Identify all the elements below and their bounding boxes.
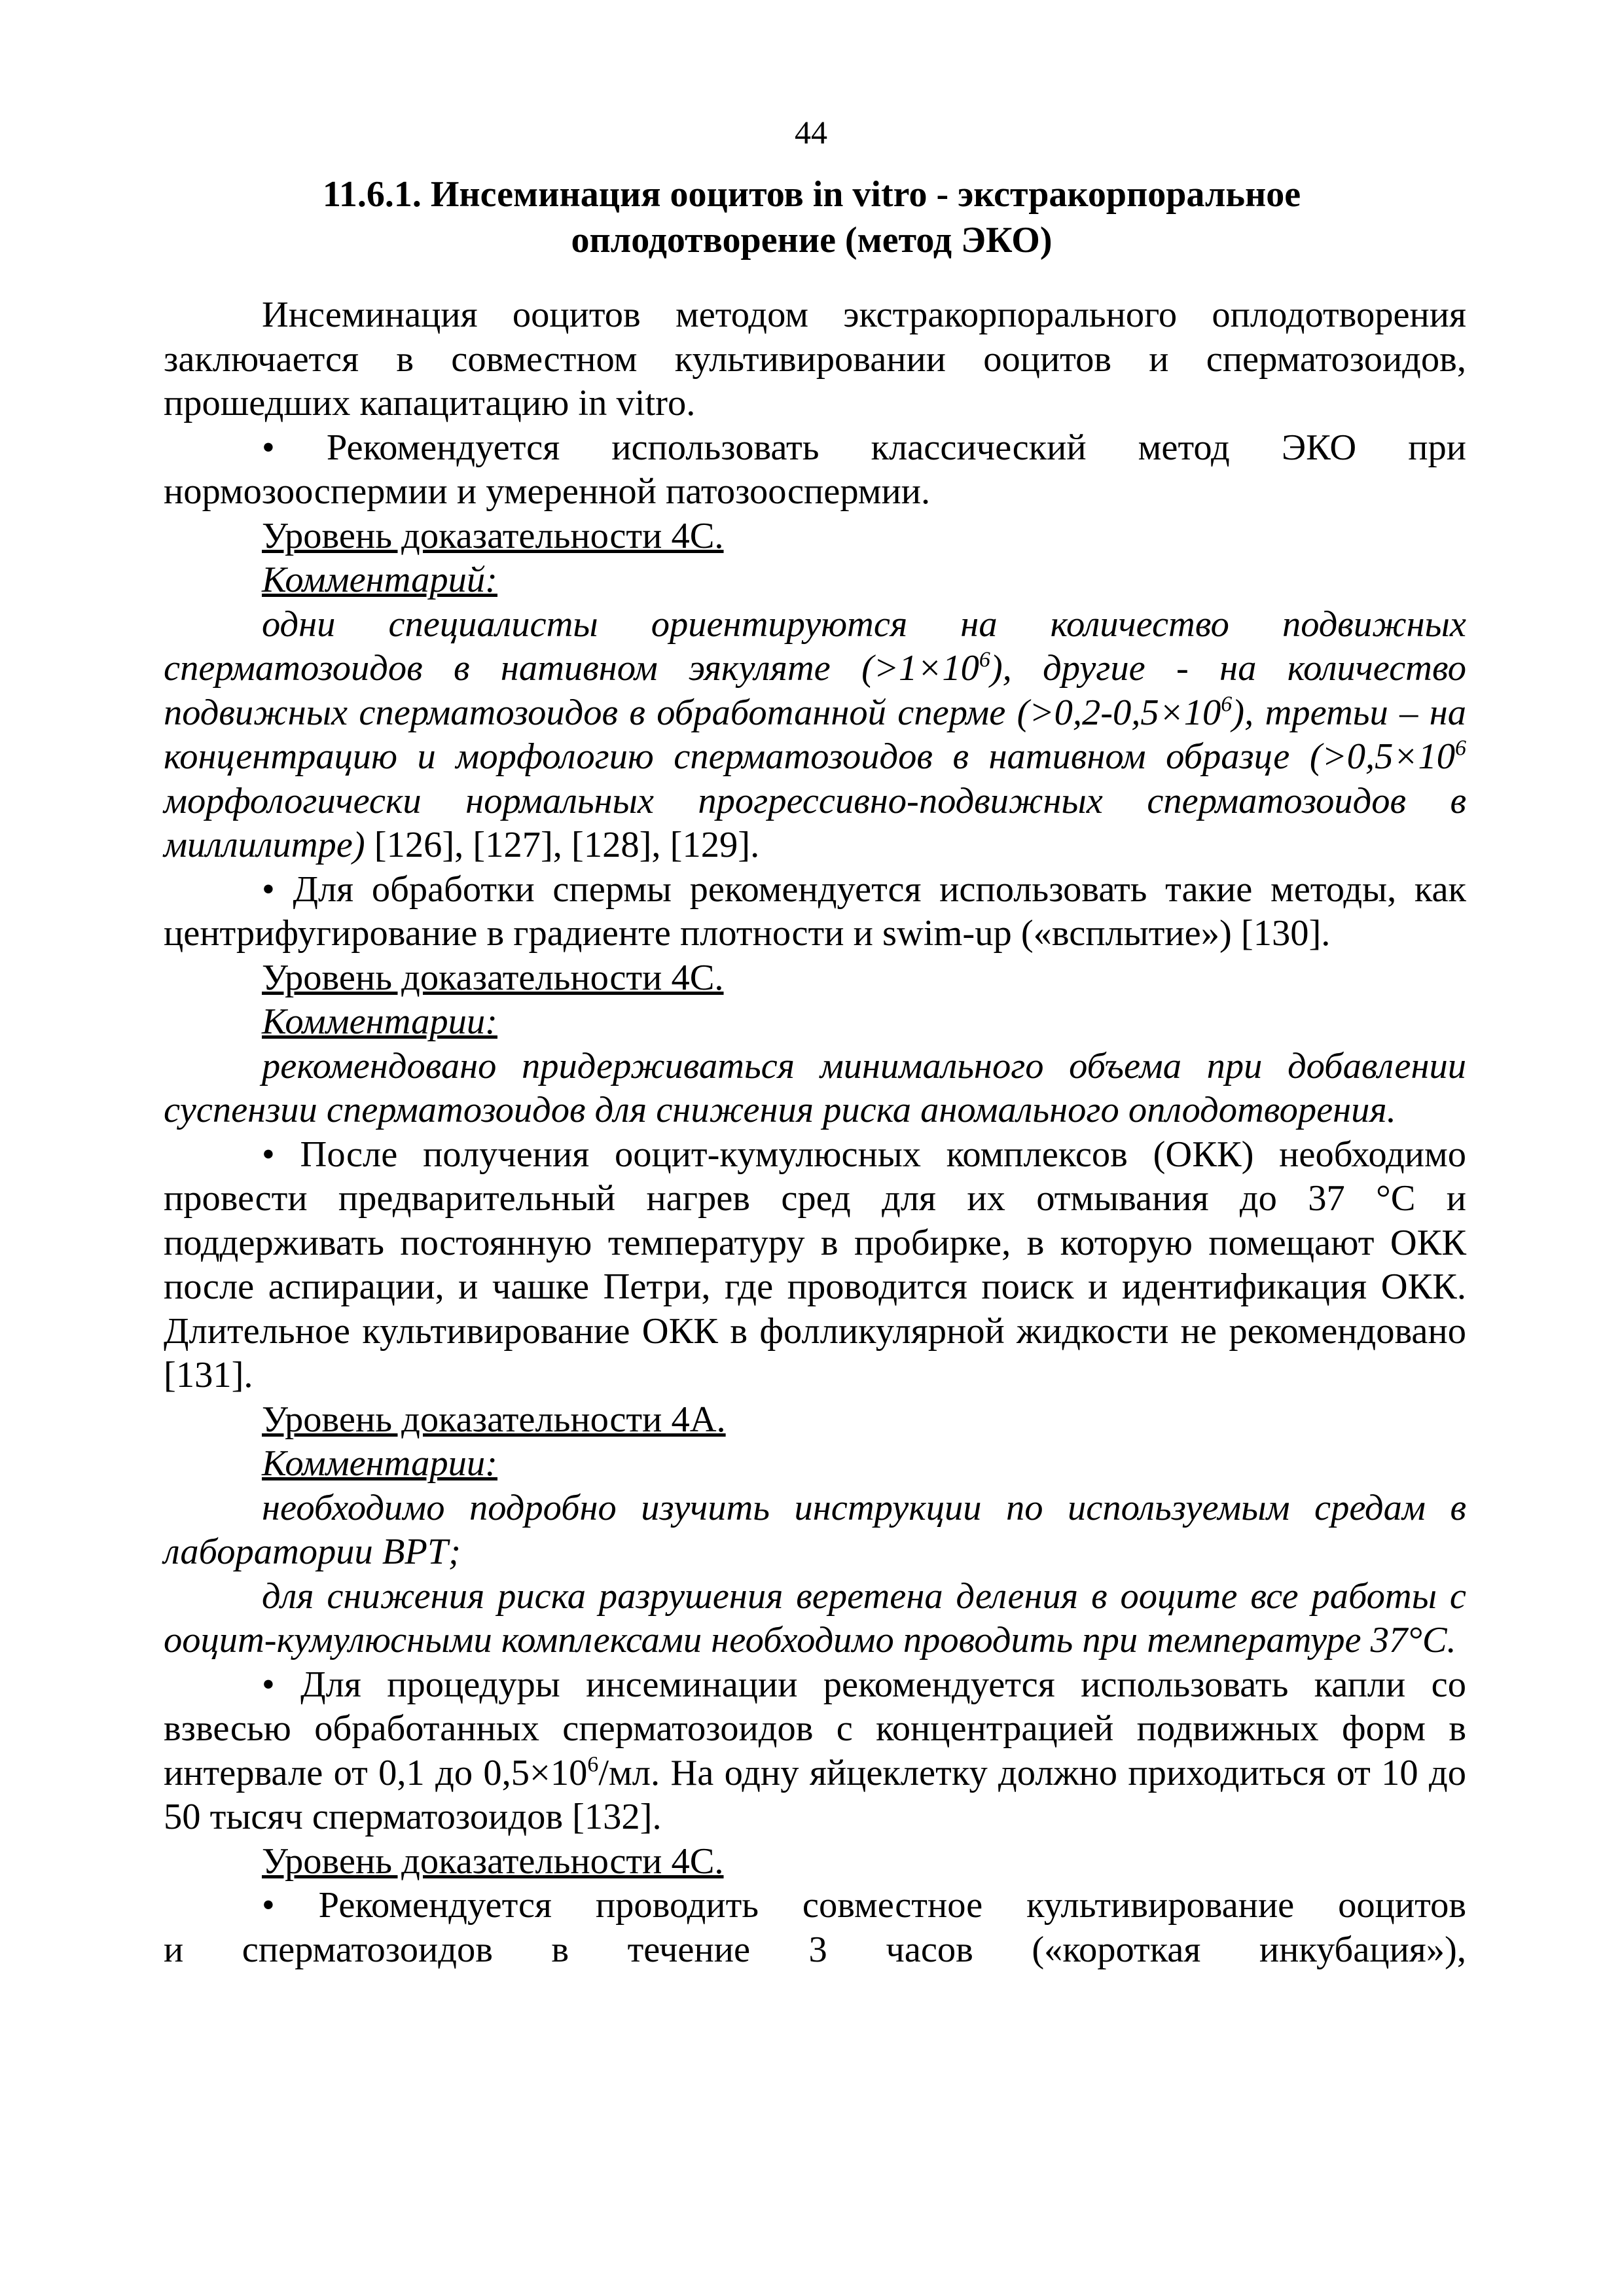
recommendation-2: • Для обработки спермы рекомендуется использовать такие методы, как центрифугирование в градиенте плотности и swim-up («всплытие») [130]. [164,869,1466,954]
document-body [164,293,1466,1972]
section-heading-line-2: оплодотворение (метод ЭКО) [571,220,1053,260]
comment-1-exp-3: 6 [1455,736,1466,761]
evidence-level-4: Уровень доказательности 4С. [262,1840,724,1882]
comment-3b: для снижения риска разрушения веретена деления в ооците все работы с ооцит-кумулюсными комплексами необходимо проводить при температуре 37°С. [164,1575,1466,1660]
section-heading [196,171,1427,263]
recommendation-1: • Рекомендуется использовать классический метод ЭКО при нормозооспермии и умеренной патозооспермии. [164,427,1466,512]
comment-title-2: Комментарии: [262,1001,497,1042]
recommendation-5-line-2: и сперматозоидов в течение 3 часов («короткая инкубация»), [164,1929,1466,1970]
comment-3a: необходимо подробно изучить инструкции по используемым средам в лаборатории ВРТ; [164,1487,1466,1572]
evidence-level-3: Уровень доказательности 4А. [262,1399,726,1440]
recommendation-4-exp: 6 [587,1752,599,1777]
evidence-level-1: Уровень доказательности 4С. [262,515,724,556]
recommendation-5-line-1: • Рекомендуется проводить совместное культивирование ооцитов [262,1885,1466,1926]
comment-2: рекомендовано придерживаться минимального объема при добавлении суспензии сперматозоидов для снижения риска аномального оплодотворения. [164,1045,1466,1130]
comment-1-exp-1: 6 [979,647,990,672]
evidence-level-2: Уровень доказательности 4С. [262,957,724,998]
intro-paragraph: Инсеминация ооцитов методом экстракорпорального оплодотворения заключается в совместном культивировании ооцитов и сперматозоидов, прошедших капацитацию in vitro. [164,295,1466,423]
comment-title-3: Комментарии: [262,1443,497,1484]
recommendation-3: • После получения ооцит-кумулюсных комплексов (ОКК) необходимо провести предварительный нагрев сред для их отмывания до 37 °С и поддерживать постоянную температуру в пробирке, в которую помещают ОКК после аспирации, и чашке Петри, где проводится поиск и идентификация ОКК. Длительное культивирование ОКК в фолликулярной жидкости не рекомендовано [131]. [164,1134,1466,1395]
comment-1 [164,603,1466,868]
section-heading-line-1: 11.6.1. Инсеминация ооцитов in vitro - экстракорпоральное [322,174,1301,215]
comment-1-references: [126], [127], [128], [129]. [365,825,760,865]
comment-1-part-4: морфологически нормальных прогрессивно-подвижных сперматозоидов в миллилитре) [164,780,1466,865]
page-number: 44 [795,114,827,151]
comment-1-part-1: одни специалисты ориентируются на количество подвижных сперматозоидов в нативном эякуляте (>1×10 [164,603,1466,689]
comment-1-exp-2: 6 [1221,692,1233,717]
recommendation-4-part-1: • Для процедуры инсеминации рекомендуется использовать капли со взвесью обработанных сперматозоидов с концентрацией подвижных форм в интервале от 0,1 до 0,5×10 [164,1664,1466,1793]
recommendation-4-part-2: /мл. На одну яйцеклетку должно приходиться от 10 до 50 тысяч сперматозоидов [132]. [164,1752,1466,1837]
comment-title-1: Комментарий: [262,560,497,600]
comment-1-part-2: ), другие - на количество подвижных сперматозоидов в обработанной сперме (>0,2-0,5×10 [164,648,1466,733]
recommendation-4 [164,1663,1466,1840]
comment-1-part-3: ), третьи – на концентрацию и морфологию сперматозоидов в нативном образце (>0,5×10 [164,692,1466,777]
